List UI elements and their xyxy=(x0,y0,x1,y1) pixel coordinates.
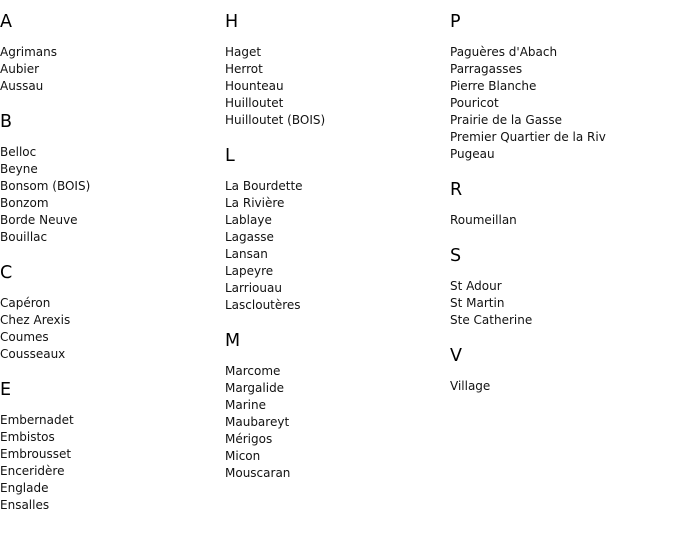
letter-heading: M xyxy=(225,331,241,351)
letter-heading: A xyxy=(0,12,12,32)
directory-column-2 xyxy=(225,0,450,499)
letter-heading: R xyxy=(450,180,463,200)
place-link[interactable]: Embernadet xyxy=(0,413,74,427)
letter-heading: B xyxy=(0,112,13,132)
place-link[interactable]: Huilloutet (BOIS) xyxy=(225,113,326,127)
letter-group-e xyxy=(0,380,225,514)
place-list xyxy=(0,295,225,363)
place-link[interactable]: Larriouau xyxy=(225,281,282,295)
letter-group-a xyxy=(0,12,225,95)
letter-heading: H xyxy=(225,12,239,32)
directory-column-3 xyxy=(450,0,675,412)
place-list xyxy=(450,44,675,163)
place-link[interactable]: Marcome xyxy=(225,364,281,378)
letter-group-r xyxy=(450,180,675,229)
place-link[interactable]: Pouricot xyxy=(450,96,499,110)
place-list xyxy=(0,144,225,246)
place-link[interactable]: Lansan xyxy=(225,247,268,261)
place-link[interactable]: Lagasse xyxy=(225,230,274,244)
letter-heading: P xyxy=(450,12,461,32)
place-link[interactable]: Belloc xyxy=(0,145,37,159)
directory-column-1 xyxy=(0,0,225,531)
place-list xyxy=(225,44,450,129)
place-link[interactable]: Hounteau xyxy=(225,79,284,93)
place-link[interactable]: Herrot xyxy=(225,62,263,76)
place-link[interactable]: Micon xyxy=(225,449,261,463)
place-link[interactable]: Chez Arexis xyxy=(0,313,71,327)
place-link[interactable]: Mouscaran xyxy=(225,466,291,480)
place-link[interactable]: Embrousset xyxy=(0,447,72,461)
letter-group-b xyxy=(0,112,225,246)
place-link[interactable]: Haget xyxy=(225,45,262,59)
place-link[interactable]: Marine xyxy=(225,398,266,412)
place-list xyxy=(450,212,675,229)
place-link[interactable]: Capéron xyxy=(0,296,51,310)
place-link[interactable]: Premier Quartier de la Riv xyxy=(450,130,606,144)
place-link[interactable]: Bonsom (BOIS) xyxy=(0,179,91,193)
place-link[interactable]: St Martin xyxy=(450,296,505,310)
place-link[interactable]: Margalide xyxy=(225,381,285,395)
place-link[interactable]: Embistos xyxy=(0,430,55,444)
place-link[interactable]: Roumeillan xyxy=(450,213,517,227)
place-link[interactable]: Beyne xyxy=(0,162,38,176)
place-link[interactable]: St Adour xyxy=(450,279,502,293)
letter-heading: S xyxy=(450,246,462,266)
letter-heading: V xyxy=(450,346,462,366)
letter-group-m xyxy=(225,331,450,482)
place-link[interactable]: Lapeyre xyxy=(225,264,274,278)
place-list xyxy=(225,363,450,482)
place-list xyxy=(450,278,675,329)
place-link[interactable]: Lablaye xyxy=(225,213,272,227)
place-link[interactable]: Parragasses xyxy=(450,62,523,76)
place-link[interactable]: Village xyxy=(450,379,491,393)
place-link[interactable]: Pierre Blanche xyxy=(450,79,537,93)
place-link[interactable]: Ensalles xyxy=(0,498,50,512)
letter-heading: C xyxy=(0,263,13,283)
letter-group-h xyxy=(225,12,450,129)
letter-group-l xyxy=(225,146,450,314)
place-list xyxy=(0,412,225,514)
place-link[interactable]: Aubier xyxy=(0,62,40,76)
place-list xyxy=(450,378,675,395)
place-link[interactable]: La Rivière xyxy=(225,196,285,210)
place-link[interactable]: Lascloutères xyxy=(225,298,301,312)
place-link[interactable]: Ste Catherine xyxy=(450,313,533,327)
place-link[interactable]: Aussau xyxy=(0,79,44,93)
place-link[interactable]: Huilloutet xyxy=(225,96,284,110)
letter-group-c xyxy=(0,263,225,363)
place-link[interactable]: Bouillac xyxy=(0,230,48,244)
place-link[interactable]: Cousseaux xyxy=(0,347,66,361)
letter-heading: L xyxy=(225,146,235,166)
place-link[interactable]: La Bourdette xyxy=(225,179,303,193)
letter-group-v xyxy=(450,346,675,395)
place-link[interactable]: Pugeau xyxy=(450,147,495,161)
place-link[interactable]: Prairie de la Gasse xyxy=(450,113,562,127)
letter-group-p xyxy=(450,12,675,163)
place-link[interactable]: Maubareyt xyxy=(225,415,290,429)
place-link[interactable]: Paguères d'Abach xyxy=(450,45,558,59)
letter-group-s xyxy=(450,246,675,329)
place-list xyxy=(225,178,450,314)
place-list xyxy=(0,44,225,95)
place-link[interactable]: Enceridère xyxy=(0,464,65,478)
place-link[interactable]: Borde Neuve xyxy=(0,213,78,227)
place-link[interactable]: Bonzom xyxy=(0,196,49,210)
place-link[interactable]: Englade xyxy=(0,481,49,495)
place-link[interactable]: Mérigos xyxy=(225,432,273,446)
place-link[interactable]: Agrimans xyxy=(0,45,57,59)
letter-heading: E xyxy=(0,380,12,400)
place-link[interactable]: Coumes xyxy=(0,330,49,344)
